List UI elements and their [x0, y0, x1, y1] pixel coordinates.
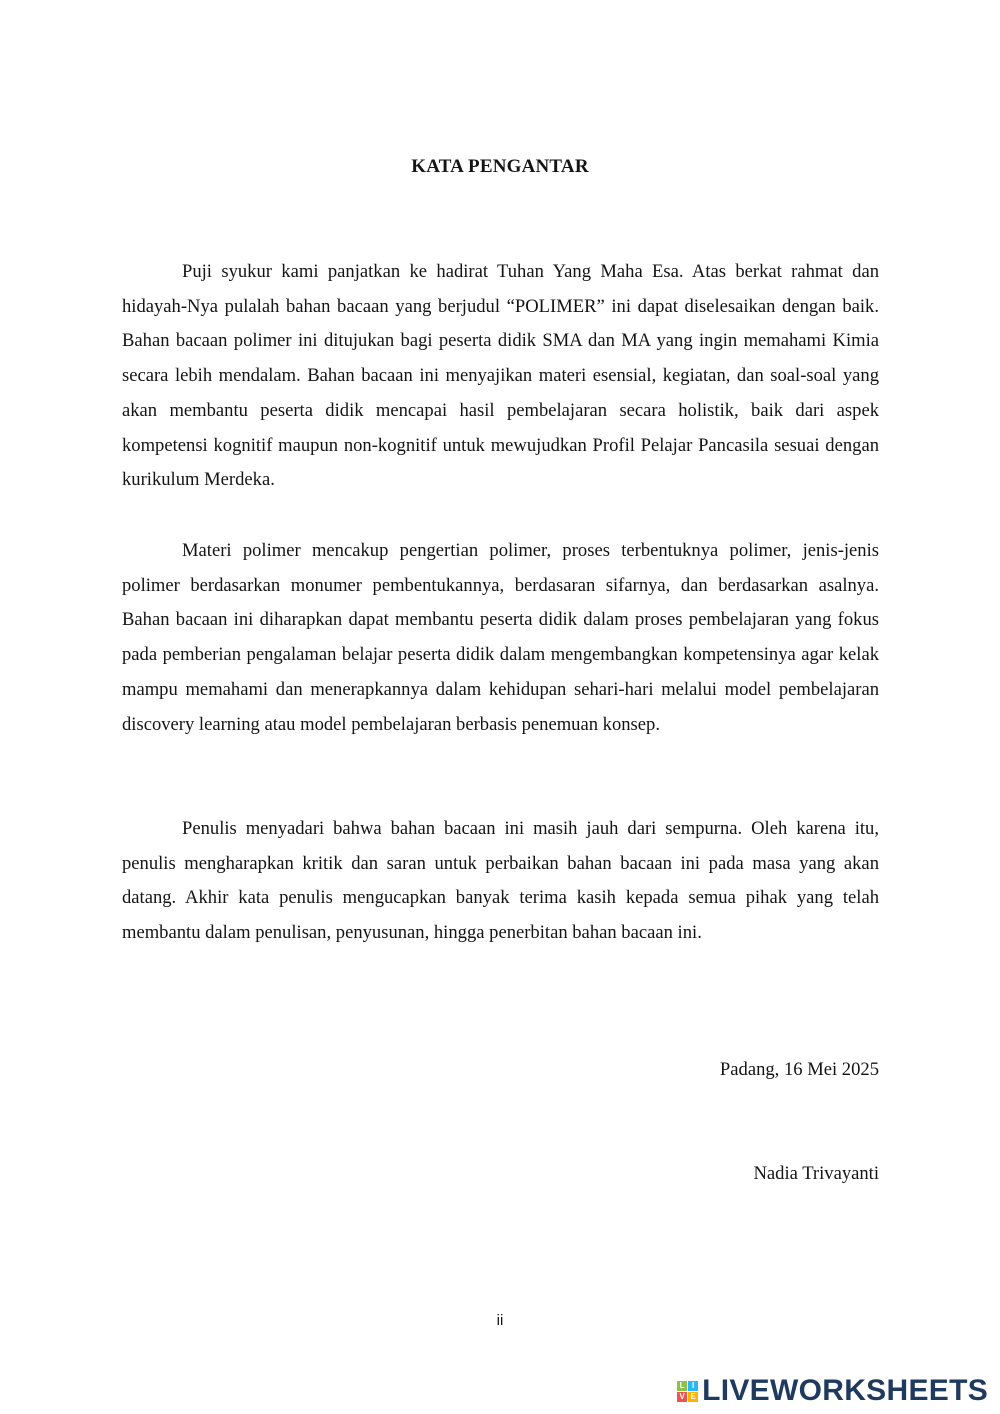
page-number: ii — [496, 1312, 504, 1329]
intro-paragraph-2: Materi polimer mencakup pengertian polimer, proses terbentuknya polimer, jenis-jenis polimer berdasarkan monumer pembentukannya, berdasaran sifarnya, dan berdasarkan asalnya. Bahan bacaan ini diharapkan dapat membantu peserta didik dalam proses pembelajaran yang fokus pada pemberian pengalaman belajar peserta didik dalam mengembangkan kompetensinya agar kelak mampu memahami dan menerapkannya dalam kehidupan sehari-hari melalui model pembelajaran discovery learning atau model pembelajaran berbasis penemuan konsep. — [122, 540, 879, 735]
intro-paragraph-1: Puji syukur kami panjatkan ke hadirat Tuhan Yang Maha Esa. Atas berkat rahmat dan hidayah-Nya pulalah bahan bacaan yang berjudul “POLIMER” ini dapat diselesaikan dengan baik. Bahan bacaan polimer ini ditujukan bagi peserta didik SMA dan MA yang ingin memahami Kimia secara lebih mendalam. Bahan bacaan ini menyajikan materi esensial, kegiatan, dan soal-soal yang akan membantu peserta didik mencapai hasil pembelajaran secara holistik, baik dari aspek kompetensi kognitif maupun non-kognitif untuk mewujudkan Profil Pelajar Pancasila sesuai dengan kurikulum Merdeka. — [122, 261, 879, 491]
liveworksheets-logo-icon — [677, 1381, 698, 1402]
place-date: Padang, 16 Mei 2025 — [719, 1059, 879, 1080]
author-name: Nadia Trivayanti — [753, 1163, 879, 1184]
logo-tile: L — [677, 1381, 687, 1391]
intro-paragraph-3: Penulis menyadari bahwa bahan bacaan ini masih jauh dari sempurna. Oleh karena itu, penulis mengharapkan kritik dan saran untuk perbaikan bahan bacaan ini pada masa yang akan datang. Akhir kata penulis mengucapkan banyak terima kasih kepada semua pihak yang telah membantu dalam penulisan, penyusunan, hingga penerbitan bahan bacaan ini. — [122, 818, 879, 944]
logo-tile: I — [688, 1381, 698, 1391]
logo-tile: V — [677, 1392, 687, 1402]
logo-tile: E — [688, 1392, 698, 1402]
page-title: KATA PENGANTAR — [411, 156, 589, 177]
liveworksheets-wordmark: LIVEWORKSHEETS — [702, 1374, 988, 1407]
liveworksheets-watermark — [677, 1376, 988, 1406]
